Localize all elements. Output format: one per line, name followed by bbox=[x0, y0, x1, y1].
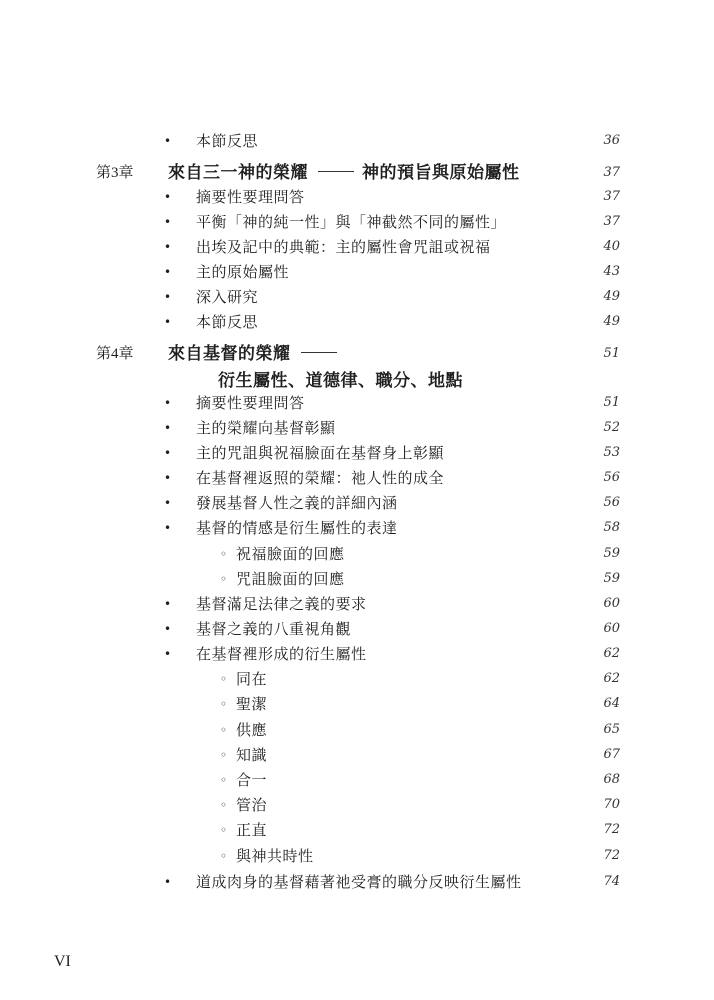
toc-page-number: 52 bbox=[603, 420, 620, 435]
toc-item-title: 平衡「神的純一性」與「神截然不同的屬性」 bbox=[196, 213, 507, 231]
toc-item[interactable] bbox=[0, 617, 714, 641]
sub-bullet: ◦ bbox=[220, 547, 228, 561]
toc-subitem-title: 知識 bbox=[236, 746, 268, 764]
toc-page-number: 36 bbox=[603, 133, 620, 148]
dash-divider bbox=[318, 171, 354, 172]
sub-bullet: ◦ bbox=[220, 572, 228, 586]
toc-subitem[interactable] bbox=[0, 793, 714, 817]
toc-item[interactable] bbox=[0, 210, 714, 234]
toc-item-title: 本節反思 bbox=[196, 313, 259, 331]
sub-bullet: ◦ bbox=[220, 798, 228, 812]
toc-item[interactable] bbox=[0, 870, 714, 894]
toc-item-title: 在基督裡返照的榮耀：祂人性的成全 bbox=[196, 469, 445, 487]
toc-page-number: 49 bbox=[603, 314, 620, 329]
toc-item-title: 主的榮耀向基督彰顯 bbox=[196, 419, 336, 437]
bullet: • bbox=[164, 622, 172, 636]
toc-page-number: 53 bbox=[603, 445, 620, 460]
toc-subitem[interactable] bbox=[0, 542, 714, 566]
toc-item-title: 基督之義的八重視角觀 bbox=[196, 620, 352, 638]
bullet: • bbox=[164, 134, 172, 148]
toc-item-title: 本節反思 bbox=[196, 132, 259, 150]
toc-item-title: 基督的情感是衍生屬性的表達 bbox=[196, 519, 398, 537]
chapter-title-main: 來自基督的榮耀 bbox=[168, 344, 291, 364]
toc-subitem-title: 咒詛臉面的回應 bbox=[236, 570, 345, 588]
bullet: • bbox=[164, 190, 172, 204]
toc-subitem-title: 聖潔 bbox=[236, 695, 268, 713]
sub-bullet: ◦ bbox=[220, 748, 228, 762]
bullet: • bbox=[164, 240, 172, 254]
toc-subitem-title: 同在 bbox=[236, 670, 268, 688]
toc-item[interactable] bbox=[0, 416, 714, 440]
chapter-subtitle: 神的預旨與原始屬性 bbox=[362, 163, 520, 183]
toc-page-number: 51 bbox=[603, 346, 620, 361]
chapter-title-main: 來自三一神的榮耀 bbox=[168, 163, 308, 183]
chapter-title bbox=[168, 160, 520, 186]
toc-item-title: 道成肉身的基督藉著祂受膏的職分反映衍生屬性 bbox=[196, 873, 522, 891]
toc-page-number: 65 bbox=[603, 722, 620, 737]
bullet: • bbox=[164, 290, 172, 304]
toc-item[interactable] bbox=[0, 235, 714, 259]
toc-item-title: 在基督裡形成的衍生屬性 bbox=[196, 645, 367, 663]
bullet: • bbox=[164, 471, 172, 485]
bullet: • bbox=[164, 315, 172, 329]
toc-subitem-title: 合一 bbox=[236, 771, 268, 789]
toc-page-number: 59 bbox=[603, 546, 620, 561]
toc-page-number: 37 bbox=[603, 165, 620, 180]
sub-bullet: ◦ bbox=[220, 672, 228, 686]
toc-page-number: 68 bbox=[603, 772, 620, 787]
bullet: • bbox=[164, 647, 172, 661]
bullet: • bbox=[164, 396, 172, 410]
toc-item-title: 主的咒詛與祝福臉面在基督身上彰顯 bbox=[196, 444, 445, 462]
toc-page-number: 37 bbox=[603, 214, 620, 229]
chapter-subtitle: 衍生屬性、道德律、職分、地點 bbox=[218, 371, 463, 391]
toc-subitem[interactable] bbox=[0, 667, 714, 691]
toc-item[interactable] bbox=[0, 310, 714, 334]
toc-page-number: 62 bbox=[603, 646, 620, 661]
toc-item[interactable] bbox=[0, 260, 714, 284]
bullet: • bbox=[164, 597, 172, 611]
toc-subitem[interactable] bbox=[0, 768, 714, 792]
chapter-title bbox=[168, 341, 345, 367]
toc-chapter-3[interactable] bbox=[0, 160, 714, 186]
bullet: • bbox=[164, 265, 172, 279]
chapter-label: 第3章 bbox=[96, 165, 134, 181]
toc-item-title: 發展基督人性之義的詳細內涵 bbox=[196, 494, 398, 512]
toc-page-number: 60 bbox=[603, 596, 620, 611]
bullet: • bbox=[164, 875, 172, 889]
toc-page-number: 72 bbox=[603, 848, 620, 863]
sub-bullet: ◦ bbox=[220, 823, 228, 837]
toc-page-number: 59 bbox=[603, 571, 620, 586]
dash-divider bbox=[301, 352, 337, 353]
toc-item[interactable] bbox=[0, 285, 714, 309]
toc-subitem-title: 與神共時性 bbox=[236, 847, 314, 865]
page-folio: VI bbox=[54, 953, 71, 970]
toc-item-title: 基督滿足法律之義的要求 bbox=[196, 595, 367, 613]
toc-item-title: 主的原始屬性 bbox=[196, 263, 290, 281]
toc-subitem[interactable] bbox=[0, 567, 714, 591]
toc-subitem[interactable] bbox=[0, 743, 714, 767]
toc-item[interactable] bbox=[0, 391, 714, 415]
toc-page-number: 58 bbox=[603, 520, 620, 535]
toc-page-number: 67 bbox=[603, 747, 620, 762]
toc-subitem-title: 管治 bbox=[236, 796, 268, 814]
toc-subitem[interactable] bbox=[0, 844, 714, 868]
sub-bullet: ◦ bbox=[220, 849, 228, 863]
toc-page-number: 49 bbox=[603, 289, 620, 304]
toc-item[interactable] bbox=[0, 642, 714, 666]
toc-page-number: 56 bbox=[603, 470, 620, 485]
toc-page-number: 70 bbox=[603, 797, 620, 812]
toc-page-number: 51 bbox=[603, 395, 620, 410]
toc-page-number: 40 bbox=[603, 239, 620, 254]
toc-subitem-title: 供應 bbox=[236, 721, 268, 739]
toc-subitem[interactable] bbox=[0, 692, 714, 716]
toc-item[interactable] bbox=[0, 441, 714, 465]
toc-page-number: 37 bbox=[603, 189, 620, 204]
chapter-label: 第4章 bbox=[96, 346, 134, 362]
toc-subitem-title: 正直 bbox=[236, 821, 268, 839]
toc-subitem[interactable] bbox=[0, 818, 714, 842]
toc-item[interactable] bbox=[0, 185, 714, 209]
toc-page-number: 72 bbox=[603, 822, 620, 837]
sub-bullet: ◦ bbox=[220, 773, 228, 787]
toc-chapter-4[interactable] bbox=[0, 341, 714, 367]
toc-page-number: 62 bbox=[603, 671, 620, 686]
toc-page-number: 60 bbox=[603, 621, 620, 636]
toc-subitem-title: 祝福臉面的回應 bbox=[236, 545, 345, 563]
toc-page-number: 64 bbox=[603, 696, 620, 711]
toc-item-title: 出埃及記中的典範：主的屬性會咒詛或祝福 bbox=[196, 238, 491, 256]
toc-item-title: 深入研究 bbox=[196, 288, 259, 306]
toc-item[interactable] bbox=[0, 516, 714, 540]
toc-page-number: 43 bbox=[603, 264, 620, 279]
bullet: • bbox=[164, 446, 172, 460]
toc-subitem[interactable] bbox=[0, 718, 714, 742]
toc-item[interactable] bbox=[0, 466, 714, 490]
toc-item[interactable] bbox=[0, 491, 714, 515]
bullet: • bbox=[164, 521, 172, 535]
bullet: • bbox=[164, 496, 172, 510]
toc-item[interactable] bbox=[0, 129, 714, 153]
bullet: • bbox=[164, 421, 172, 435]
toc-page-number: 74 bbox=[603, 874, 620, 889]
toc-item-title: 摘要性要理問答 bbox=[196, 394, 305, 412]
sub-bullet: ◦ bbox=[220, 697, 228, 711]
toc-item[interactable] bbox=[0, 592, 714, 616]
toc-page-number: 56 bbox=[603, 495, 620, 510]
toc-item-title: 摘要性要理問答 bbox=[196, 188, 305, 206]
bullet: • bbox=[164, 215, 172, 229]
sub-bullet: ◦ bbox=[220, 723, 228, 737]
